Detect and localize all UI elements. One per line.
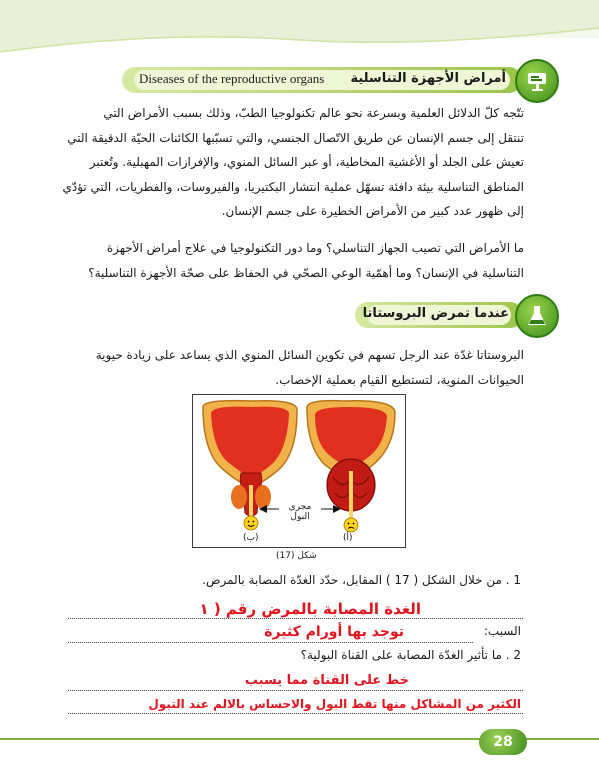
page-number: 28: [479, 729, 527, 755]
prostate-illustration: [193, 395, 405, 547]
exercise-q1: 1 . من خلال الشكل ( 17 ) المقابل، حدّد الغدّة المصابة بالمرض.: [202, 573, 521, 587]
cause-label: السبب:: [483, 624, 521, 638]
section-title-en: Diseases of the reproductive organs: [139, 71, 325, 86]
figure-label-urethra: مجرى البول: [288, 502, 312, 522]
paragraph-line: تنتقل إلى جسم الإنسان عن طريق الاتّصال الجنسي، والتي تسبّبها الكائنات الحيّة الدقيقة التي: [67, 130, 524, 145]
paragraph-line: المناطق التناسلية بيئة دافئة تسهّل عملية انتشار البكتيريا، والفيروسات، والفطريات، التي تؤدّي: [62, 179, 524, 194]
answer-2-line-1: خط على القناة مما يسبب: [244, 673, 409, 688]
paragraph-line: البروستاتا غدّة عند الرجل تسهم في تكوين السائل المنوي الذي يساعد على زيادة حيوية: [95, 348, 524, 362]
answer-1: الغدة المصابة بالمرض رقم ( ١: [199, 600, 421, 618]
answer-line-1: [68, 618, 523, 619]
section-title-ar: أمراض الأجهزة التناسلية: [350, 71, 506, 86]
answer-line-cause: [68, 642, 473, 643]
paragraph-line: إلى ظهور عدد كبير من الأمراض الخطيرة على جسم الإنسان.: [221, 204, 524, 219]
flask-icon: [515, 294, 559, 338]
figure-caption: شكل (17): [276, 551, 317, 561]
section-title-ar: عندما تمرض البروستاتا: [362, 306, 509, 321]
answer-1-cause: توجد بها أورام كثيرة: [264, 624, 404, 640]
paragraph-line: تعيش على الجلد أو الأغشية المخاطية، أو عبر السائل المنوي، والإفرازات المهبلية. وتُعتبر: [89, 155, 524, 170]
questions-paragraph: [62, 236, 524, 285]
answer-line-3: [68, 713, 523, 714]
question-line: التناسلية في الإنسان؟ وما أهمّية الوعي الصحّي في الحفاظ على صحّة الأجهزة التناسلية؟: [88, 265, 524, 280]
answer-line-2: [68, 690, 523, 691]
paragraph-line: الحيوانات المنوية، لتستطيع القيام بعملية الإخصاب.: [275, 372, 524, 387]
answer-2-line-2: الكثير من المشاكل منها تقط البول والاحساس بالالم عند التبول: [148, 697, 521, 711]
figure-label-b: (ب): [243, 533, 259, 543]
prostate-paragraph: [62, 343, 524, 392]
figure-label-a: (أ): [343, 533, 353, 543]
question-line: ما الأمراض التي تصيب الجهاز التناسلي؟ وما دور التكنولوجيا في علاج أمراض الأجهزة: [106, 241, 524, 255]
intro-paragraph: [62, 101, 524, 224]
section-header-diseases: [122, 67, 522, 93]
prostate-figure: [192, 394, 406, 548]
paragraph-line: تتّجه كلّ الدلائل العلمية وبسرعة نحو عالم تكنولوجيا الطبّ، وذلك بسبب الأمراض التي: [103, 106, 524, 120]
exercise-q2: 2 . ما تأثير الغدّة المصابة على القناة البولية؟: [300, 648, 521, 662]
top-decoration: [0, 0, 599, 70]
section-header-prostate: [355, 302, 523, 328]
microscope-icon: [515, 59, 559, 103]
